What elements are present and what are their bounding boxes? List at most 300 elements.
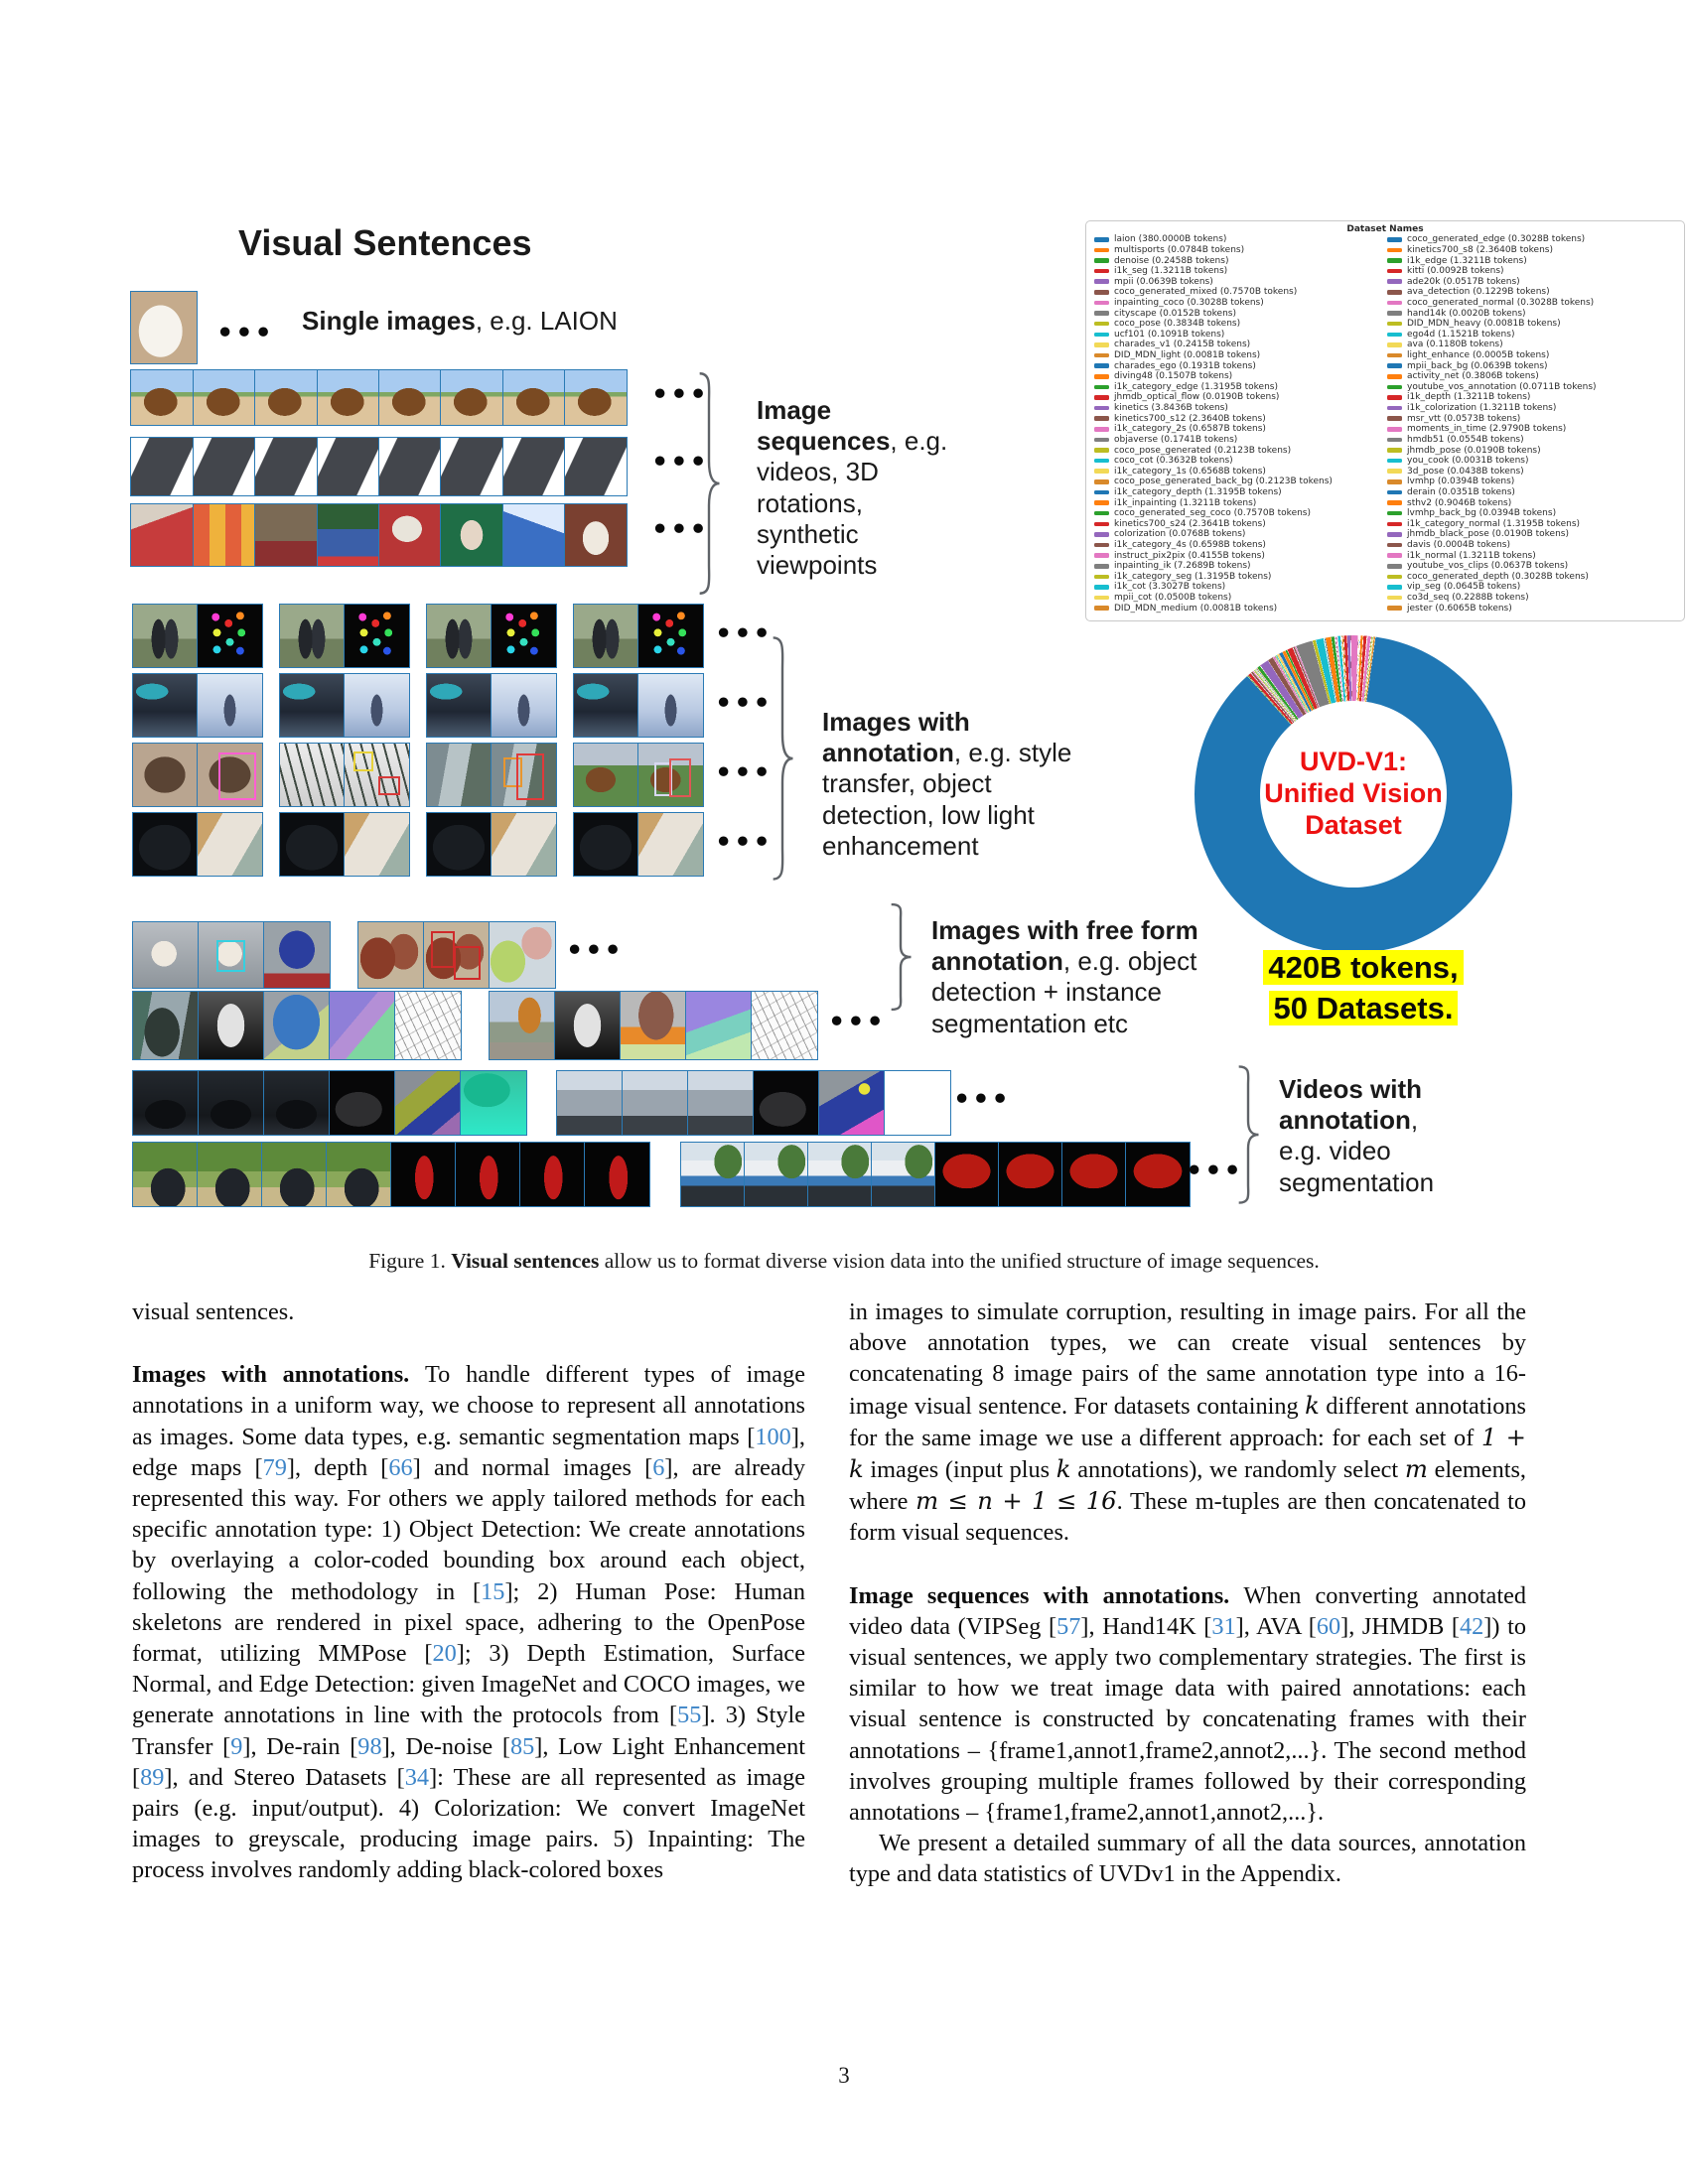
image-thumbnail (199, 992, 264, 1059)
image-strip (279, 743, 410, 807)
image-strip (426, 743, 557, 807)
image-thumbnail (808, 1143, 872, 1206)
legend-item (1387, 308, 1676, 319)
legend-label: coco_pose (0.3834B tokens) (1114, 319, 1241, 330)
legend-swatch-icon (1094, 606, 1109, 611)
legend-swatch-icon (1387, 290, 1402, 295)
text-segment: in images to simulate corruption, resulting in image pairs. For all the above annotation types, we can create visual sentences by concatenating 8 image pairs of the same annotation type into a 16-image visual sentence. For datasets containing (849, 1298, 1526, 1420)
legend-item (1387, 287, 1676, 298)
legend-label: i1k_category_1s (0.6568B tokens) (1114, 466, 1266, 477)
legend-label: kinetics700_s24 (2.3641B tokens) (1114, 518, 1266, 529)
legend-item (1094, 456, 1383, 467)
image-thumbnail (623, 1071, 688, 1135)
legend-item (1387, 603, 1676, 614)
image-strip (132, 1070, 527, 1136)
legend-swatch-icon (1094, 322, 1109, 327)
citation-link[interactable]: 66 (388, 1453, 413, 1481)
paragraph (132, 1297, 805, 1327)
image-thumbnail (585, 1143, 649, 1206)
legend-label: coco_pose_generated_back_bg (0.2123B tokens) (1114, 477, 1333, 487)
image-strip (279, 673, 410, 738)
legend-item (1387, 466, 1676, 477)
legend-item (1387, 234, 1676, 245)
legend-swatch-icon (1387, 363, 1402, 368)
citation-link[interactable]: 42 (1460, 1612, 1484, 1640)
text-segment: . These m-tuples are then concatenated to form visual sequences. (849, 1488, 1526, 1547)
image-strip (573, 812, 704, 877)
text-segment: ], Hand14K [ (1080, 1612, 1212, 1640)
group-brace (769, 635, 796, 887)
legend-item (1094, 603, 1383, 614)
group-brace (1234, 1065, 1262, 1209)
image-thumbnail (395, 1071, 461, 1135)
image-thumbnail (254, 503, 318, 567)
text-segment: When converting annotated video data (VIPSeg [ (849, 1581, 1526, 1640)
text-segment: ]; 2) Human Pose: Human skeletons are rendered in pixel space, adhering to the OpenPose format, utilizing MMPose [ (132, 1577, 805, 1668)
legend-label: 3d_pose (0.0438B tokens) (1407, 466, 1524, 477)
image-strip (426, 604, 557, 668)
caption-prefix: Figure 1. (368, 1249, 452, 1273)
paragraph (132, 1359, 805, 1885)
legend-label: moments_in_time (2.9790B tokens) (1407, 424, 1567, 435)
legend-item (1387, 435, 1676, 446)
caption-rest: allow us to format diverse vision data into the unified structure of image sequences. (599, 1249, 1320, 1273)
legend-item (1094, 392, 1383, 403)
text-segment: m ≤ n + 1 ≤ 16 (915, 1486, 1117, 1516)
image-thumbnail (872, 1143, 935, 1206)
legend-swatch-icon (1094, 479, 1109, 484)
legend-label: i1k_category_4s (0.6598B tokens) (1114, 540, 1266, 551)
legend-swatch-icon (1094, 311, 1109, 316)
legend-label: jhmdb_black_pose (0.0190B tokens) (1407, 529, 1569, 540)
legend-label: DID_MDN_heavy (0.0081B tokens) (1407, 319, 1561, 330)
image-thumbnail (564, 369, 628, 426)
citation-link[interactable]: 60 (1316, 1612, 1341, 1640)
legend-label: coco_cot (0.3632B tokens) (1114, 456, 1233, 467)
image-thumbnail (440, 369, 503, 426)
image-thumbnail (378, 437, 442, 496)
image-thumbnail (638, 813, 703, 876)
text-segment: images (input plus (863, 1456, 1056, 1484)
group-brace (887, 903, 914, 1016)
legend-label: youtube_vos_clips (0.0637B tokens) (1407, 561, 1569, 572)
image-thumbnail (681, 1143, 745, 1206)
image-thumbnail (133, 674, 198, 737)
image-thumbnail (198, 1143, 262, 1206)
image-strip (573, 673, 704, 738)
ellipsis-dots: ••• (651, 379, 709, 410)
legend-swatch-icon (1094, 342, 1109, 347)
figure-title: Visual Sentences (238, 222, 532, 263)
legend-swatch-icon (1094, 385, 1109, 390)
text-segment: ]: These are all represented as image pairs (e.g. input/output). 4) Colorization: We convert ImageNet images to greyscale, producing image pairs. 5) Inpainting: The process involves randomly adding black-colored boxes (132, 1763, 806, 1884)
legend-item (1094, 413, 1383, 424)
legend-swatch-icon (1387, 311, 1402, 316)
body-column-right (849, 1297, 1526, 1890)
image-thumbnail (440, 503, 503, 567)
image-thumbnail (130, 503, 194, 567)
donut-center-line: Unified Vision (1264, 778, 1443, 809)
text-segment: k (1055, 1454, 1071, 1484)
legend-item (1387, 561, 1676, 572)
text-segment: ], depth [ (286, 1453, 389, 1481)
citation-link[interactable]: 31 (1211, 1612, 1236, 1640)
legend-item (1387, 266, 1676, 277)
legend-label: i1k_depth (1.3211B tokens) (1407, 392, 1531, 403)
image-thumbnail (638, 744, 703, 806)
legend-item (1094, 477, 1383, 487)
image-strip (426, 673, 557, 738)
legend-swatch-icon (1387, 564, 1402, 569)
legend-swatch-icon (1387, 406, 1402, 411)
legend-item (1094, 466, 1383, 477)
legend-item (1387, 540, 1676, 551)
text-segment: visual sentences. (132, 1298, 295, 1325)
image-strip (132, 369, 628, 426)
image-thumbnail (133, 605, 198, 667)
legend-swatch-icon (1094, 248, 1109, 253)
citation-link[interactable]: 6 (652, 1453, 665, 1481)
legend-label: denoise (0.2458B tokens) (1114, 255, 1229, 266)
image-strip (357, 921, 556, 989)
legend-item (1094, 550, 1383, 561)
image-thumbnail (130, 437, 194, 496)
legend-item (1094, 319, 1383, 330)
legend-item (1387, 424, 1676, 435)
citation-link[interactable]: 79 (262, 1453, 287, 1481)
legend-label: i1k_category_normal (1.3195B tokens) (1407, 518, 1581, 529)
ellipsis-dots: ••• (715, 688, 773, 719)
legend-item (1094, 561, 1383, 572)
legend-item (1387, 572, 1676, 583)
legend-item (1094, 487, 1383, 498)
image-strip (556, 1070, 951, 1136)
legend-swatch-icon (1387, 490, 1402, 495)
image-thumbnail (427, 813, 492, 876)
image-thumbnail (1062, 1143, 1126, 1206)
legend-label: kinetics700_s12 (2.3640B tokens) (1114, 413, 1266, 424)
group-label-videos-with-annotation (1279, 1074, 1458, 1198)
legend-item (1387, 276, 1676, 287)
legend-item (1094, 582, 1383, 593)
legend-label: i1k_category_2s (0.6587B tokens) (1114, 424, 1266, 435)
legend-label: ego4d (1.1521B tokens) (1407, 329, 1515, 340)
ellipsis-dots: ••• (566, 935, 624, 966)
legend-label: coco_pose_generated (0.2123B tokens) (1114, 445, 1292, 456)
legend-swatch-icon (1387, 575, 1402, 580)
text-segment: ], De-rain [ (242, 1732, 358, 1760)
image-thumbnail (391, 1143, 456, 1206)
legend-swatch-icon (1094, 553, 1109, 558)
legend-label: DID_MDN_medium (0.0081B tokens) (1114, 603, 1278, 614)
image-thumbnail (885, 1071, 950, 1135)
body-column-left (132, 1297, 805, 1886)
legend-item (1094, 371, 1383, 382)
legend-item (1094, 329, 1383, 340)
group-label-bold: Images with annotation (822, 707, 970, 768)
legend-label: hand14k (0.0020B tokens) (1407, 308, 1526, 319)
legend-item (1387, 582, 1676, 593)
image-thumbnail (490, 922, 555, 988)
image-thumbnail (1126, 1143, 1190, 1206)
image-thumbnail (574, 744, 638, 806)
citation-link[interactable]: 34 (404, 1763, 430, 1791)
image-thumbnail (440, 437, 503, 496)
legend-label: i1k_seg (1.3211B tokens) (1114, 266, 1228, 277)
legend-item (1387, 403, 1676, 414)
legend-label: coco_generated_seg_coco (0.7570B tokens) (1114, 508, 1312, 519)
legend-item (1094, 529, 1383, 540)
image-thumbnail (502, 369, 566, 426)
legend-swatch-icon (1094, 575, 1109, 580)
legend-item (1387, 487, 1676, 498)
legend-item (1094, 266, 1383, 277)
image-strip (279, 812, 410, 877)
legend-swatch-icon (1387, 522, 1402, 527)
dataset-donut-chart (1195, 635, 1512, 953)
legend-swatch-icon (1094, 522, 1109, 527)
legend-swatch-icon (1387, 258, 1402, 263)
group-label-rest: , e.g. LAION (475, 306, 618, 336)
image-thumbnail (345, 605, 409, 667)
citation-link[interactable]: 89 (140, 1763, 165, 1791)
image-thumbnail (564, 503, 628, 567)
legend-title: Dataset Names (1346, 224, 1424, 234)
legend-swatch-icon (1387, 606, 1402, 611)
legend-swatch-icon (1387, 596, 1402, 601)
legend-item (1094, 350, 1383, 361)
legend-item (1387, 319, 1676, 330)
donut-center (1260, 701, 1447, 887)
legend-swatch-icon (1094, 363, 1109, 368)
text-segment: ], are already represented this way. For others we apply tailored methods for each specific annotation type: 1) Object Detection: We create annotations by overlaying a color-coded bounding box around each object, following the methodology in [ (132, 1453, 805, 1605)
legend-swatch-icon (1094, 543, 1109, 548)
legend-swatch-icon (1094, 374, 1109, 379)
legend-label: coco_generated_normal (0.3028B tokens) (1407, 297, 1595, 308)
legend-swatch-icon (1387, 248, 1402, 253)
text-segment: 1 + k (849, 1422, 1526, 1484)
legend-label: light_enhance (0.0005B tokens) (1407, 350, 1550, 361)
legend-item (1387, 593, 1676, 604)
image-thumbnail (330, 1071, 395, 1135)
legend-swatch-icon (1387, 385, 1402, 390)
legend-label: hmdb51 (0.0554B tokens) (1407, 434, 1524, 445)
legend-item (1094, 360, 1383, 371)
image-thumbnail (327, 1143, 391, 1206)
text-segment: annotations), we randomly select (1070, 1456, 1405, 1484)
citation-link[interactable]: 100 (755, 1423, 791, 1450)
caption-bold: Visual sentences (451, 1249, 600, 1273)
legend-label: derain (0.0351B tokens) (1407, 486, 1515, 497)
image-thumbnail (198, 605, 262, 667)
text-segment: Image sequences with annotations. (849, 1581, 1244, 1609)
image-thumbnail (133, 1143, 198, 1206)
citation-link[interactable]: 98 (357, 1732, 382, 1760)
image-strip (132, 991, 462, 1060)
image-thumbnail (130, 369, 194, 426)
image-thumbnail (345, 744, 409, 806)
legend-label: sthv2 (0.9046B tokens) (1407, 497, 1512, 508)
citation-link[interactable]: 85 (509, 1732, 535, 1760)
legend-item (1094, 298, 1383, 309)
legend-item (1094, 308, 1383, 319)
image-strip (279, 604, 410, 668)
image-thumbnail (688, 1071, 754, 1135)
image-thumbnail (345, 674, 409, 737)
image-thumbnail (621, 992, 686, 1059)
legend-item (1094, 445, 1383, 456)
legend-swatch-icon (1094, 258, 1109, 263)
legend-swatch-icon (1387, 459, 1402, 464)
legend-label: coco_generated_mixed (0.7570B tokens) (1114, 287, 1298, 298)
image-strip (132, 437, 628, 496)
legend-swatch-icon (1387, 427, 1402, 432)
image-strip (573, 743, 704, 807)
image-strip (426, 812, 557, 877)
image-thumbnail (264, 992, 330, 1059)
legend-item (1387, 392, 1676, 403)
image-thumbnail (999, 1143, 1062, 1206)
image-thumbnail (280, 605, 345, 667)
image-thumbnail (754, 1071, 819, 1135)
legend-item (1387, 445, 1676, 456)
text-segment: ]; 3) Depth Estimation, Surface Normal, and Edge Detection: given ImageNet and COCO images, we generate annotations in line with the protocols from [ (132, 1640, 805, 1729)
legend-swatch-icon (1094, 427, 1109, 432)
image-strip (680, 1142, 1191, 1207)
page-number: 3 (838, 2063, 850, 2088)
legend-label: laion (380.0000B tokens) (1114, 234, 1227, 245)
legend-label: cityscape (0.0152B tokens) (1114, 308, 1236, 319)
image-thumbnail (638, 605, 703, 667)
legend-label: kinetics (3.8436B tokens) (1114, 403, 1228, 414)
legend-label: charades_v1 (0.2415B tokens) (1114, 340, 1251, 350)
image-thumbnail (427, 674, 492, 737)
citation-link[interactable]: 9 (230, 1732, 243, 1760)
legend-item (1094, 287, 1383, 298)
ellipsis-dots: ••• (651, 514, 709, 545)
image-thumbnail (264, 1071, 330, 1135)
legend-label: inpainting_coco (0.3028B tokens) (1114, 297, 1264, 308)
legend-item (1094, 572, 1383, 583)
legend-label: ucf101 (0.1091B tokens) (1114, 329, 1225, 340)
legend-grid (1094, 234, 1676, 614)
legend-label: i1k_cot (3.3027B tokens) (1114, 582, 1226, 593)
paragraph (849, 1297, 1526, 1549)
legend-label: inpainting_ik (7.2689B tokens) (1114, 561, 1251, 572)
text-segment: We present a detailed summary of all the data sources, annotation type and data statistics of UVDv1 in the Appendix. (849, 1830, 1526, 1888)
ellipsis-dots: ••• (1186, 1156, 1243, 1186)
text-segment: Images with annotations. (132, 1361, 426, 1389)
image-thumbnail (819, 1071, 885, 1135)
legend-swatch-icon (1094, 406, 1109, 411)
legend-label: diving48 (0.1507B tokens) (1114, 371, 1233, 382)
citation-link[interactable]: 20 (432, 1640, 457, 1668)
image-thumbnail (557, 1071, 623, 1135)
legend-swatch-icon (1387, 543, 1402, 548)
text-segment: ]. 3) Style Transfer [ (132, 1702, 806, 1760)
image-thumbnail (199, 1071, 264, 1135)
legend-swatch-icon (1387, 342, 1402, 347)
legend-swatch-icon (1094, 532, 1109, 537)
legend-label: charades_ego (0.1931B tokens) (1114, 360, 1256, 371)
image-thumbnail (280, 674, 345, 737)
legend-item (1094, 593, 1383, 604)
citation-link[interactable]: 57 (1056, 1612, 1081, 1640)
legend-label: mpii_cot (0.0500B tokens) (1114, 593, 1232, 604)
image-thumbnail (574, 813, 638, 876)
legend-item (1387, 413, 1676, 424)
image-thumbnail (133, 744, 198, 806)
image-thumbnail (492, 744, 556, 806)
highlight-line: 420B tokens, (1263, 950, 1463, 985)
legend-swatch-icon (1387, 448, 1402, 453)
legend-swatch-icon (1387, 322, 1402, 327)
legend-item (1094, 497, 1383, 508)
image-strip (132, 1142, 650, 1207)
legend-item (1387, 245, 1676, 256)
legend-label: multisports (0.0784B tokens) (1114, 244, 1245, 255)
image-thumbnail (193, 369, 256, 426)
legend-item (1094, 435, 1383, 446)
ellipsis-dots: ••• (715, 827, 773, 858)
legend-item (1387, 382, 1676, 393)
legend-item (1094, 424, 1383, 435)
legend-swatch-icon (1094, 448, 1109, 453)
legend-label: davis (0.0004B tokens) (1407, 540, 1511, 551)
legend-item (1387, 477, 1676, 487)
image-thumbnail (264, 922, 330, 988)
legend-label: mpii (0.0639B tokens) (1114, 276, 1213, 287)
image-thumbnail (378, 369, 442, 426)
legend-swatch-icon (1094, 490, 1109, 495)
group-label-free-form-annotation (931, 915, 1219, 1039)
legend-swatch-icon (1387, 438, 1402, 443)
legend-label: coco_generated_edge (0.3028B tokens) (1407, 234, 1586, 245)
legend-swatch-icon (1387, 333, 1402, 338)
group-label-bold: Image sequences (757, 395, 891, 457)
legend-swatch-icon (1387, 585, 1402, 590)
legend-item (1387, 350, 1676, 361)
legend-item (1387, 360, 1676, 371)
image-thumbnail (130, 291, 198, 364)
group-label-rest: , e.g. style transfer, object detection, low light enhancement (822, 738, 1072, 861)
ellipsis-dots: ••• (828, 1007, 886, 1037)
legend-item (1094, 403, 1383, 414)
legend-label: i1k_colorization (1.3211B tokens) (1407, 403, 1557, 414)
legend-label: lvmhp_back_bg (0.0394B tokens) (1407, 508, 1557, 519)
legend-label: ava_detection (0.1229B tokens) (1407, 287, 1550, 298)
text-segment: m (1404, 1454, 1428, 1484)
image-thumbnail (198, 813, 262, 876)
legend-item (1094, 508, 1383, 519)
legend-swatch-icon (1094, 395, 1109, 400)
image-thumbnail (490, 992, 555, 1059)
image-thumbnail (492, 674, 556, 737)
group-label-bold: Images with free form annotation (931, 915, 1198, 977)
ellipsis-dots: ••• (715, 757, 773, 788)
image-thumbnail (935, 1143, 999, 1206)
citation-link[interactable]: 55 (677, 1702, 702, 1729)
image-thumbnail (461, 1071, 526, 1135)
image-strip (132, 291, 198, 364)
legend-item (1094, 234, 1383, 245)
legend-swatch-icon (1094, 564, 1109, 569)
legend-item (1094, 518, 1383, 529)
image-thumbnail (133, 992, 199, 1059)
legend-label: i1k_category_seg (1.3195B tokens) (1114, 571, 1272, 582)
legend-label: i1k_category_depth (1.3195B tokens) (1114, 486, 1282, 497)
citation-link[interactable]: 15 (481, 1577, 505, 1605)
